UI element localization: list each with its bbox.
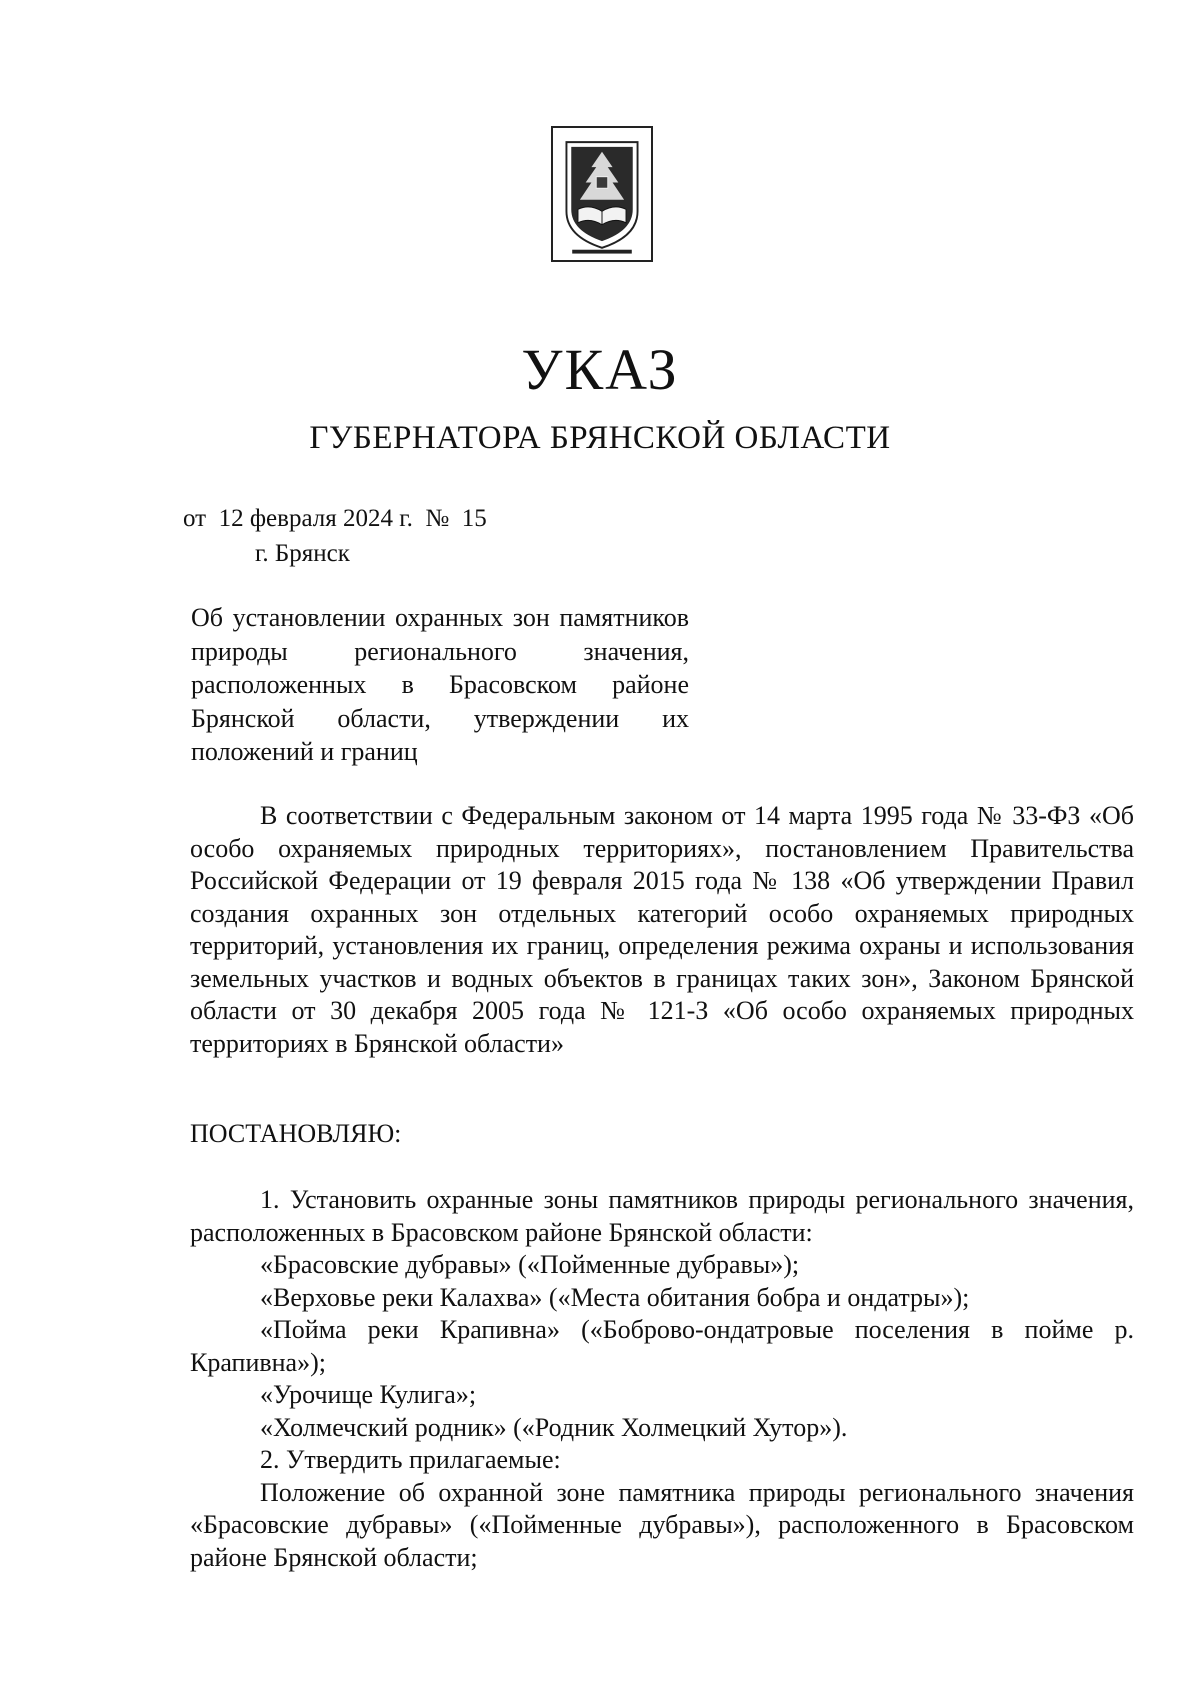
- coat-of-arms-emblem: [551, 126, 653, 262]
- decree-word: ПОСТАНОВЛЯЮ:: [190, 1119, 402, 1148]
- decree-items: [190, 1184, 1134, 1574]
- item-paragraph: «Холмечский родник» («Родник Холмецкий Хутор»).: [260, 1412, 848, 1442]
- item-paragraph: «Пойма реки Крапивна» («Боброво-ондатровые поселения в пойме р. Крапивна»);: [190, 1315, 1134, 1377]
- decree-subject: Об установлении охранных зон памятников природы регионального значения, расположенных в Брасовском районе Брянской области, утверждении их положений и границ: [191, 603, 689, 766]
- item-paragraph: Положение об охранной зоне памятника природы регионального значения «Брасовские дубравы» («Пойменные дубравы»), расположенного в Брасовском районе Брянской области;: [190, 1477, 1134, 1572]
- item-paragraph: «Верховье реки Калахва» («Места обитания бобра и ондатры»);: [260, 1282, 970, 1312]
- preamble-paragraph: В соответствии с Федеральным законом от 14 марта 1995 года № 33-ФЗ «Об особо охраняемых природных территориях», постановлением Правительства Российской Федерации от 19 февраля 2015 года № 138 «Об утверждении Правил создания охранных зон отдельных категорий особо охраняемых природных территорий, установления их границ, определения режима охраны и использования земельных участков и водных объектов в границах таких зон», Законом Брянской области от 30 декабря 2005 года № 121-З «Об особо охраняемых природных территориях в Брянской области»: [190, 801, 1134, 1058]
- city: г. Брянск: [255, 540, 350, 567]
- item-paragraph: 2. Утвердить прилагаемые:: [260, 1445, 561, 1474]
- item-paragraph: «Урочище Кулига»;: [260, 1380, 477, 1409]
- item-paragraph: «Брасовские дубравы» («Пойменные дубравы»);: [260, 1250, 800, 1279]
- item-paragraph: 1. Установить охранные зоны памятников природы регионального значения, расположенных в Брасовском районе Брянской области:: [190, 1185, 1134, 1247]
- date-and-number: от 12 февраля 2024 г. № 15: [183, 505, 487, 532]
- coat-of-arms-icon: [553, 128, 651, 260]
- document-subtitle: ГУБЕРНАТОРА БРЯНСКОЙ ОБЛАСТИ: [309, 420, 891, 456]
- document-title: УКАЗ: [521, 337, 679, 402]
- preamble: [190, 800, 1134, 1060]
